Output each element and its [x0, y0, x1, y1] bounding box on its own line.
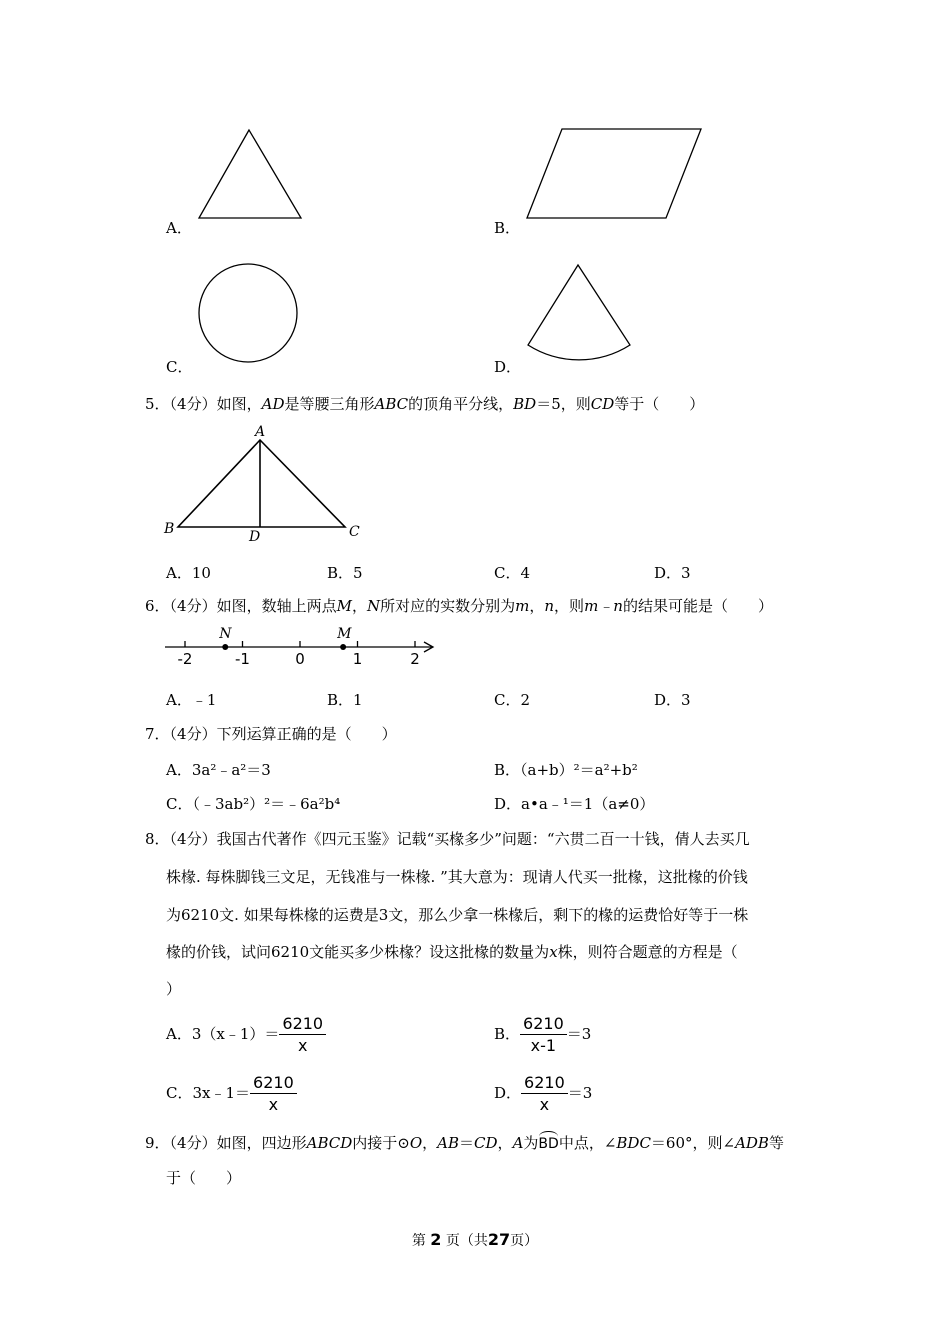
q9-var: CD	[474, 1134, 498, 1152]
option-rhs: ＝3	[566, 1025, 592, 1043]
q9-text: 内接于⊙	[352, 1134, 410, 1152]
q6-var: M	[336, 597, 352, 615]
option-label: D．	[654, 691, 682, 709]
point-n-label: N	[219, 626, 232, 642]
q5-score: （4分）	[169, 395, 217, 413]
q9-var: O	[409, 1134, 423, 1152]
q6-expr: m﹣n	[584, 597, 623, 615]
q6-var: n	[544, 597, 555, 615]
fraction-denominator: x	[268, 1095, 279, 1114]
q8-option-b[interactable]	[494, 1016, 591, 1054]
q9-number: 9．	[145, 1134, 170, 1152]
q8-var: x	[549, 943, 558, 961]
fraction-numerator: 6210	[521, 1075, 568, 1094]
q8-text: 我国古代著作《四元玉鉴》记载“买椽多少”问题：“六贯二百一十钱，倩人去买几	[216, 830, 750, 848]
axis-tick-label: 2	[410, 650, 420, 668]
q9-text: 如图，四边形	[216, 1134, 307, 1152]
option-label: D．	[494, 1084, 522, 1102]
axis-tick-label: 0	[295, 650, 305, 668]
q9-var: ABCD	[306, 1134, 353, 1152]
footer-text: 页（共	[445, 1233, 488, 1249]
option-value: 3a²﹣a²＝3	[191, 761, 271, 779]
q7-option-b[interactable]	[494, 763, 638, 778]
question-8-line-4	[166, 945, 738, 960]
option-lhs: 3（x﹣1）＝	[191, 1025, 280, 1043]
q9-score: （4分）	[169, 1134, 217, 1152]
option-rhs: ＝3	[567, 1084, 593, 1102]
q8-score: （4分）	[169, 830, 217, 848]
option-label: D．	[654, 564, 682, 582]
q9-var: ADB	[735, 1134, 769, 1152]
q6-text: 如图，数轴上两点	[216, 597, 337, 615]
option-label: B．	[494, 761, 521, 779]
q9-text: ，	[422, 1134, 438, 1152]
q5-text: ＝5，则	[536, 395, 591, 413]
fraction-numerator: 6210	[279, 1016, 326, 1035]
q8-option-d[interactable]	[494, 1075, 592, 1113]
point-m-label: M	[337, 626, 352, 642]
question-5-stem	[145, 397, 704, 412]
q5-label-d: D	[249, 529, 261, 545]
q8-number: 8．	[145, 830, 170, 848]
option-label: A．	[166, 564, 192, 582]
q6-number: 6．	[145, 597, 170, 615]
q9-var: BDC	[616, 1134, 651, 1152]
q6-score: （4分）	[169, 597, 217, 615]
q7-option-c[interactable]	[166, 797, 340, 812]
q9-var: AB	[437, 1134, 460, 1152]
q6-var: N	[366, 597, 381, 615]
q9-text: ＝60°，则∠	[650, 1134, 736, 1152]
option-value: 10	[191, 564, 211, 582]
option-label: C．	[494, 564, 521, 582]
point-m-dot	[340, 644, 346, 650]
option-value: （a+b）²＝a²+b²	[520, 761, 638, 779]
q9-text: 中点，∠	[558, 1134, 617, 1152]
q4-option-b-label[interactable]: B．	[494, 219, 521, 237]
question-9-line-2: 于（ ）	[166, 1169, 242, 1187]
option-value: 2	[520, 691, 531, 709]
axis-tick-label: -2	[177, 650, 193, 668]
option-label: B．	[327, 564, 354, 582]
question-8-line-3: 为6210文. 如果每株椽的运费是3文，那么少拿一株椽后，剩下的椽的运费恰好等于一株	[166, 906, 749, 924]
q9-text: ，	[497, 1134, 513, 1152]
q8-option-c[interactable]	[166, 1075, 297, 1113]
footer-total-pages: 27	[487, 1230, 511, 1249]
question-7-stem	[145, 727, 397, 742]
q9-text: 为	[523, 1134, 539, 1152]
q4-option-d-label[interactable]: D．	[494, 358, 522, 376]
footer-text: 页）	[510, 1233, 539, 1249]
q7-text: 下列运算正确的是（ ）	[216, 725, 397, 743]
q7-option-a[interactable]	[166, 763, 271, 778]
q9-text: 等	[768, 1134, 784, 1152]
fraction-numerator: 6210	[250, 1075, 297, 1094]
q6-option-d[interactable]	[654, 693, 691, 708]
q4-option-c-label[interactable]: C．	[166, 358, 193, 376]
q7-number: 7．	[145, 725, 170, 743]
q9-var: A	[512, 1134, 524, 1152]
option-lhs: 3x﹣1＝	[192, 1084, 251, 1102]
q6-text: ，	[351, 597, 367, 615]
q6-text: 所对应的实数分别为	[380, 597, 516, 615]
axis-tick-label: -1	[235, 650, 250, 668]
q5-option-d[interactable]	[654, 566, 691, 581]
fraction-numerator: 6210	[520, 1016, 567, 1035]
q6-option-c[interactable]	[494, 693, 530, 708]
fraction	[250, 1075, 297, 1113]
option-value: 4	[520, 564, 531, 582]
q7-score: （4分）	[169, 725, 217, 743]
fraction-denominator: x	[298, 1036, 308, 1055]
option-label: C．	[166, 1084, 193, 1102]
fraction-denominator: x-1	[530, 1036, 557, 1055]
q9-text: ＝	[459, 1134, 475, 1152]
q6-var: m	[515, 597, 530, 615]
fraction-denominator: x	[539, 1095, 550, 1114]
number-line-figure	[0, 0, 1, 1]
option-value: a•a﹣¹＝1（a≠0）	[521, 795, 655, 813]
q8-option-a[interactable]	[166, 1016, 326, 1054]
option-value: 5	[353, 564, 363, 582]
option-label: B．	[327, 691, 354, 709]
q7-option-d[interactable]	[494, 797, 654, 812]
question-8-line-2: 株椽. 每株脚钱三文足，无钱准与一株椽. ”其大意为：现请人代买一批椽，这批椽的价钱	[166, 868, 748, 886]
option-label: A．	[166, 691, 192, 709]
q5-text: 是等腰三角形	[284, 395, 375, 413]
q8-text: 株，则符合题意的方程是（	[557, 943, 738, 961]
arc-bd: BD	[538, 1133, 558, 1151]
option-label: C．	[166, 795, 193, 813]
q6-text: ，	[529, 597, 545, 615]
point-n-dot	[222, 644, 228, 650]
q5-option-a[interactable]	[166, 566, 211, 581]
option-value: 1	[353, 691, 363, 709]
question-9-line-1	[145, 1133, 784, 1151]
q5-text: 等于（ ）	[614, 395, 705, 413]
q5-var: BD	[513, 395, 537, 413]
footer-text: 第	[411, 1233, 426, 1249]
question-8-line-5: ）	[166, 980, 182, 998]
fraction	[521, 1075, 568, 1113]
footer-page-number: 2	[430, 1230, 442, 1249]
q5-label-c: C	[349, 524, 360, 540]
q5-var: AD	[261, 395, 285, 413]
q5-text: 如图，	[216, 395, 262, 413]
q5-text: 的顶角平分线，	[408, 395, 514, 413]
q8-text: 椽的价钱，试问6210文能买多少株椽？设这批椽的数量为	[166, 943, 550, 961]
page-footer	[0, 1232, 950, 1248]
question-6-stem	[145, 599, 773, 614]
option-label: A．	[166, 761, 192, 779]
q5-option-c[interactable]	[494, 566, 530, 581]
option-label: C．	[494, 691, 521, 709]
q6-option-a[interactable]	[166, 693, 216, 708]
option-label: D．	[494, 795, 522, 813]
option-value: 3	[681, 691, 691, 709]
q5-number: 5．	[145, 395, 170, 413]
q5-label-b: B	[164, 521, 175, 537]
option-value: （﹣3ab²）²＝﹣6a²b⁴	[192, 795, 341, 813]
option-label: A．	[166, 1025, 192, 1043]
q5-label-a: A	[255, 424, 266, 440]
q6-text: 的结果可能是（ ）	[622, 597, 773, 615]
q5-var: CD	[590, 395, 615, 413]
option-label: B．	[494, 1025, 521, 1043]
q5-var: ABC	[374, 395, 409, 413]
q6-text: ，则	[554, 597, 585, 615]
option-value: 3	[681, 564, 691, 582]
fraction	[520, 1016, 567, 1054]
option-value: ﹣1	[191, 691, 217, 709]
axis-tick-label: 1	[352, 650, 363, 668]
question-8-line-1	[145, 832, 750, 847]
fraction	[279, 1016, 326, 1054]
q4-option-a-label[interactable]: A．	[166, 219, 192, 237]
q5-option-b[interactable]	[327, 566, 363, 581]
q6-option-b[interactable]	[327, 693, 363, 708]
